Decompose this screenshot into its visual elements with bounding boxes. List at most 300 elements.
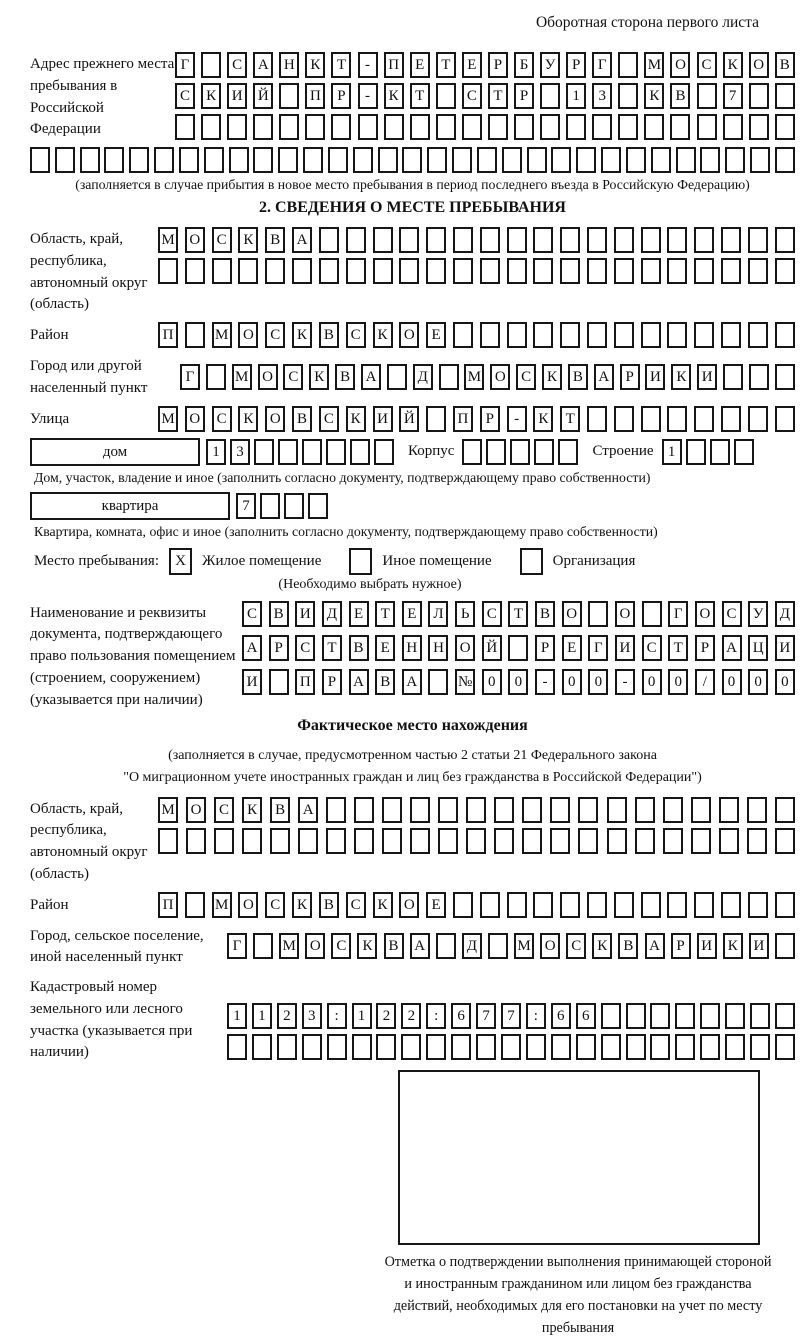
char-cell[interactable] — [55, 147, 75, 173]
char-cell[interactable] — [238, 258, 258, 284]
char-cell[interactable] — [507, 227, 527, 253]
char-cell[interactable] — [550, 797, 570, 823]
char-cell[interactable]: Т — [331, 52, 351, 78]
char-cell[interactable]: 0 — [508, 669, 528, 695]
char-cell[interactable] — [601, 1034, 621, 1060]
char-cell[interactable]: Р — [488, 52, 508, 78]
char-cell[interactable]: Р — [514, 83, 534, 109]
char-cell[interactable] — [426, 406, 446, 432]
char-cell[interactable] — [775, 258, 795, 284]
char-cell[interactable] — [749, 83, 769, 109]
char-cell[interactable]: К — [723, 933, 743, 959]
char-cell[interactable]: И — [373, 406, 393, 432]
char-cell[interactable] — [426, 227, 446, 253]
char-cell[interactable]: Р — [535, 635, 555, 661]
char-cell[interactable]: В — [349, 635, 369, 661]
char-cell[interactable] — [775, 797, 795, 823]
char-cell[interactable] — [676, 147, 696, 173]
char-cell[interactable]: А — [292, 227, 312, 253]
char-cell[interactable] — [550, 828, 570, 854]
char-cell[interactable]: : — [426, 1003, 446, 1029]
char-cell[interactable]: С — [346, 892, 366, 918]
char-cell[interactable] — [278, 147, 298, 173]
char-cell[interactable]: 1 — [206, 439, 226, 465]
char-cell[interactable] — [319, 258, 339, 284]
char-cell[interactable]: Т — [488, 83, 508, 109]
char-cell[interactable]: П — [158, 892, 178, 918]
char-cell[interactable] — [607, 828, 627, 854]
char-cell[interactable]: Т — [668, 635, 688, 661]
char-cell[interactable] — [452, 147, 472, 173]
char-cell[interactable]: К — [292, 892, 312, 918]
char-cell[interactable] — [601, 147, 621, 173]
char-cell[interactable]: Г — [175, 52, 195, 78]
char-cell[interactable] — [641, 322, 661, 348]
char-cell[interactable] — [663, 797, 683, 823]
char-cell[interactable]: Т — [560, 406, 580, 432]
char-cell[interactable]: С — [346, 322, 366, 348]
other-premises-checkbox[interactable] — [349, 548, 372, 575]
char-cell[interactable] — [186, 828, 206, 854]
char-cell[interactable] — [725, 1034, 745, 1060]
char-cell[interactable] — [694, 258, 714, 284]
char-cell[interactable] — [748, 322, 768, 348]
char-cell[interactable] — [179, 147, 199, 173]
char-cell[interactable]: К — [533, 406, 553, 432]
char-cell[interactable]: И — [645, 364, 665, 390]
char-cell[interactable]: С — [283, 364, 303, 390]
char-cell[interactable] — [587, 892, 607, 918]
char-cell[interactable] — [540, 83, 560, 109]
char-cell[interactable] — [201, 114, 221, 140]
organization-checkbox[interactable] — [520, 548, 543, 575]
char-cell[interactable]: 7 — [476, 1003, 496, 1029]
char-cell[interactable] — [252, 1034, 272, 1060]
char-cell[interactable] — [750, 147, 770, 173]
char-cell[interactable]: Д — [775, 601, 795, 627]
char-cell[interactable]: К — [238, 406, 258, 432]
char-cell[interactable] — [576, 1034, 596, 1060]
char-cell[interactable] — [453, 258, 473, 284]
char-cell[interactable]: И — [697, 364, 717, 390]
char-cell[interactable] — [327, 1034, 347, 1060]
char-cell[interactable] — [675, 1034, 695, 1060]
char-cell[interactable]: О — [238, 892, 258, 918]
char-cell[interactable] — [618, 83, 638, 109]
char-cell[interactable] — [229, 147, 249, 173]
char-cell[interactable] — [227, 1034, 247, 1060]
char-cell[interactable] — [775, 933, 795, 959]
char-cell[interactable] — [427, 147, 447, 173]
char-cell[interactable] — [292, 258, 312, 284]
char-cell[interactable] — [30, 147, 50, 173]
char-cell[interactable] — [488, 114, 508, 140]
char-cell[interactable]: В — [270, 797, 290, 823]
char-cell[interactable]: Г — [588, 635, 608, 661]
char-cell[interactable]: 3 — [302, 1003, 322, 1029]
char-cell[interactable] — [725, 147, 745, 173]
char-cell[interactable]: П — [295, 669, 315, 695]
char-cell[interactable] — [279, 114, 299, 140]
char-cell[interactable] — [438, 797, 458, 823]
char-cell[interactable] — [641, 227, 661, 253]
char-cell[interactable]: Н — [279, 52, 299, 78]
char-cell[interactable] — [588, 601, 608, 627]
char-cell[interactable] — [426, 1034, 446, 1060]
char-cell[interactable] — [635, 828, 655, 854]
char-cell[interactable]: О — [265, 406, 285, 432]
char-cell[interactable]: В — [335, 364, 355, 390]
char-cell[interactable] — [721, 892, 741, 918]
char-cell[interactable]: М — [158, 797, 178, 823]
char-cell[interactable] — [319, 227, 339, 253]
char-cell[interactable]: В — [292, 406, 312, 432]
char-cell[interactable]: В — [319, 892, 339, 918]
char-cell[interactable]: 7 — [501, 1003, 521, 1029]
char-cell[interactable]: М — [232, 364, 252, 390]
char-cell[interactable]: О — [615, 601, 635, 627]
char-cell[interactable]: С — [265, 322, 285, 348]
char-cell[interactable] — [667, 227, 687, 253]
char-cell[interactable] — [607, 797, 627, 823]
char-cell[interactable]: С — [265, 892, 285, 918]
char-cell[interactable] — [626, 147, 646, 173]
char-cell[interactable] — [700, 1034, 720, 1060]
char-cell[interactable] — [775, 1034, 795, 1060]
char-cell[interactable]: О — [185, 227, 205, 253]
char-cell[interactable] — [254, 439, 274, 465]
char-cell[interactable]: К — [542, 364, 562, 390]
char-cell[interactable] — [104, 147, 124, 173]
char-cell[interactable] — [522, 797, 542, 823]
char-cell[interactable]: Р — [331, 83, 351, 109]
char-cell[interactable] — [326, 439, 346, 465]
char-cell[interactable]: Г — [180, 364, 200, 390]
char-cell[interactable]: Н — [402, 635, 422, 661]
char-cell[interactable] — [382, 797, 402, 823]
char-cell[interactable] — [551, 147, 571, 173]
char-cell[interactable]: О — [238, 322, 258, 348]
char-cell[interactable] — [486, 439, 506, 465]
char-cell[interactable]: О — [455, 635, 475, 661]
char-cell[interactable]: М — [158, 406, 178, 432]
char-cell[interactable] — [667, 406, 687, 432]
char-cell[interactable] — [694, 406, 714, 432]
char-cell[interactable] — [466, 828, 486, 854]
char-cell[interactable] — [439, 364, 459, 390]
char-cell[interactable]: Р — [269, 635, 289, 661]
char-cell[interactable] — [576, 147, 596, 173]
char-cell[interactable]: К — [201, 83, 221, 109]
char-cell[interactable] — [494, 828, 514, 854]
char-cell[interactable] — [206, 364, 226, 390]
char-cell[interactable] — [578, 797, 598, 823]
char-cell[interactable]: О — [670, 52, 690, 78]
char-cell[interactable] — [480, 258, 500, 284]
char-cell[interactable] — [399, 227, 419, 253]
char-cell[interactable] — [494, 797, 514, 823]
char-cell[interactable]: - — [535, 669, 555, 695]
char-cell[interactable] — [507, 892, 527, 918]
char-cell[interactable]: А — [402, 669, 422, 695]
char-cell[interactable]: 1 — [252, 1003, 272, 1029]
char-cell[interactable] — [775, 892, 795, 918]
char-cell[interactable]: 1 — [227, 1003, 247, 1029]
char-cell[interactable]: П — [158, 322, 178, 348]
char-cell[interactable]: 3 — [592, 83, 612, 109]
char-cell[interactable] — [453, 892, 473, 918]
char-cell[interactable]: К — [309, 364, 329, 390]
char-cell[interactable]: С — [642, 635, 662, 661]
char-cell[interactable] — [578, 828, 598, 854]
char-cell[interactable]: 0 — [775, 669, 795, 695]
char-cell[interactable] — [328, 147, 348, 173]
char-cell[interactable]: И — [749, 933, 769, 959]
char-cell[interactable] — [201, 52, 221, 78]
char-cell[interactable]: 0 — [722, 669, 742, 695]
char-cell[interactable] — [242, 828, 262, 854]
char-cell[interactable] — [723, 114, 743, 140]
char-cell[interactable]: С — [516, 364, 536, 390]
char-cell[interactable] — [734, 439, 754, 465]
char-cell[interactable] — [667, 892, 687, 918]
char-cell[interactable] — [694, 892, 714, 918]
char-cell[interactable] — [331, 114, 351, 140]
char-cell[interactable]: А — [298, 797, 318, 823]
char-cell[interactable] — [382, 828, 402, 854]
char-cell[interactable]: О — [399, 322, 419, 348]
char-cell[interactable]: К — [346, 406, 366, 432]
char-cell[interactable] — [350, 439, 370, 465]
char-cell[interactable]: К — [671, 364, 691, 390]
char-cell[interactable] — [129, 147, 149, 173]
char-cell[interactable]: Й — [253, 83, 273, 109]
char-cell[interactable]: 2 — [401, 1003, 421, 1029]
char-cell[interactable] — [326, 828, 346, 854]
char-cell[interactable] — [527, 147, 547, 173]
char-cell[interactable]: 0 — [642, 669, 662, 695]
char-cell[interactable] — [721, 258, 741, 284]
char-cell[interactable] — [426, 258, 446, 284]
char-cell[interactable]: К — [238, 227, 258, 253]
char-cell[interactable] — [514, 114, 534, 140]
char-cell[interactable] — [277, 1034, 297, 1060]
char-cell[interactable]: 0 — [588, 669, 608, 695]
char-cell[interactable]: В — [568, 364, 588, 390]
char-cell[interactable] — [270, 828, 290, 854]
char-cell[interactable]: К — [242, 797, 262, 823]
char-cell[interactable]: С — [227, 52, 247, 78]
residential-checkbox[interactable]: X — [169, 548, 192, 575]
char-cell[interactable] — [476, 1034, 496, 1060]
char-cell[interactable] — [694, 322, 714, 348]
char-cell[interactable]: У — [748, 601, 768, 627]
char-cell[interactable] — [453, 227, 473, 253]
char-cell[interactable] — [641, 892, 661, 918]
char-cell[interactable] — [601, 1003, 621, 1029]
char-cell[interactable] — [185, 258, 205, 284]
char-cell[interactable]: А — [645, 933, 665, 959]
char-cell[interactable] — [721, 406, 741, 432]
char-cell[interactable] — [384, 114, 404, 140]
char-cell[interactable] — [694, 227, 714, 253]
char-cell[interactable] — [387, 364, 407, 390]
char-cell[interactable] — [436, 83, 456, 109]
char-cell[interactable] — [401, 1034, 421, 1060]
char-cell[interactable] — [279, 83, 299, 109]
char-cell[interactable]: С — [295, 635, 315, 661]
char-cell[interactable]: Е — [349, 601, 369, 627]
char-cell[interactable] — [723, 364, 743, 390]
char-cell[interactable]: 6 — [576, 1003, 596, 1029]
char-cell[interactable] — [308, 493, 328, 519]
char-cell[interactable]: В — [670, 83, 690, 109]
char-cell[interactable]: О — [186, 797, 206, 823]
char-cell[interactable]: Е — [410, 52, 430, 78]
char-cell[interactable]: 2 — [277, 1003, 297, 1029]
char-cell[interactable] — [775, 1003, 795, 1029]
char-cell[interactable] — [451, 1034, 471, 1060]
char-cell[interactable] — [284, 493, 304, 519]
char-cell[interactable]: Г — [227, 933, 247, 959]
char-cell[interactable] — [302, 439, 322, 465]
char-cell[interactable] — [642, 601, 662, 627]
char-cell[interactable] — [651, 147, 671, 173]
char-cell[interactable]: 1 — [352, 1003, 372, 1029]
char-cell[interactable] — [298, 828, 318, 854]
char-cell[interactable]: Ь — [455, 601, 475, 627]
char-cell[interactable]: А — [594, 364, 614, 390]
char-cell[interactable]: К — [644, 83, 664, 109]
char-cell[interactable] — [358, 114, 378, 140]
char-cell[interactable] — [644, 114, 664, 140]
char-cell[interactable]: Т — [375, 601, 395, 627]
char-cell[interactable]: Р — [566, 52, 586, 78]
char-cell[interactable] — [253, 933, 273, 959]
char-cell[interactable] — [269, 669, 289, 695]
char-cell[interactable] — [725, 1003, 745, 1029]
char-cell[interactable] — [185, 322, 205, 348]
char-cell[interactable] — [510, 439, 530, 465]
char-cell[interactable]: 0 — [482, 669, 502, 695]
char-cell[interactable]: - — [358, 52, 378, 78]
char-cell[interactable] — [560, 892, 580, 918]
char-cell[interactable] — [667, 258, 687, 284]
char-cell[interactable]: Г — [592, 52, 612, 78]
char-cell[interactable]: П — [453, 406, 473, 432]
char-cell[interactable] — [675, 1003, 695, 1029]
char-cell[interactable]: В — [375, 669, 395, 695]
char-cell[interactable] — [373, 227, 393, 253]
char-cell[interactable]: Т — [508, 601, 528, 627]
char-cell[interactable]: О — [562, 601, 582, 627]
char-cell[interactable] — [462, 114, 482, 140]
char-cell[interactable] — [700, 1003, 720, 1029]
char-cell[interactable] — [534, 439, 554, 465]
char-cell[interactable]: С — [212, 227, 232, 253]
char-cell[interactable] — [533, 258, 553, 284]
char-cell[interactable]: / — [695, 669, 715, 695]
char-cell[interactable]: К — [357, 933, 377, 959]
char-cell[interactable]: К — [723, 52, 743, 78]
char-cell[interactable]: М — [212, 322, 232, 348]
char-cell[interactable]: Р — [695, 635, 715, 661]
char-cell[interactable] — [750, 1034, 770, 1060]
char-cell[interactable]: Н — [428, 635, 448, 661]
char-cell[interactable]: - — [615, 669, 635, 695]
char-cell[interactable] — [719, 797, 739, 823]
char-cell[interactable] — [748, 892, 768, 918]
char-cell[interactable] — [719, 828, 739, 854]
char-cell[interactable] — [402, 147, 422, 173]
char-cell[interactable]: Л — [428, 601, 448, 627]
char-cell[interactable]: А — [361, 364, 381, 390]
char-cell[interactable] — [721, 227, 741, 253]
char-cell[interactable]: В — [265, 227, 285, 253]
char-cell[interactable] — [626, 1034, 646, 1060]
char-cell[interactable]: Й — [399, 406, 419, 432]
char-cell[interactable] — [560, 322, 580, 348]
char-cell[interactable] — [663, 828, 683, 854]
char-cell[interactable] — [508, 635, 528, 661]
char-cell[interactable]: 0 — [748, 669, 768, 695]
char-cell[interactable]: М — [158, 227, 178, 253]
char-cell[interactable] — [477, 147, 497, 173]
char-cell[interactable]: К — [305, 52, 325, 78]
char-cell[interactable]: О — [540, 933, 560, 959]
char-cell[interactable]: 7 — [723, 83, 743, 109]
char-cell[interactable] — [614, 406, 634, 432]
char-cell[interactable] — [641, 258, 661, 284]
char-cell[interactable]: П — [305, 83, 325, 109]
char-cell[interactable] — [428, 669, 448, 695]
char-cell[interactable] — [501, 1034, 521, 1060]
char-cell[interactable] — [641, 406, 661, 432]
char-cell[interactable]: И — [295, 601, 315, 627]
char-cell[interactable] — [410, 828, 430, 854]
char-cell[interactable] — [326, 797, 346, 823]
char-cell[interactable]: К — [384, 83, 404, 109]
char-cell[interactable]: К — [292, 322, 312, 348]
char-cell[interactable] — [378, 147, 398, 173]
char-cell[interactable] — [691, 797, 711, 823]
char-cell[interactable]: В — [618, 933, 638, 959]
char-cell[interactable] — [558, 439, 578, 465]
char-cell[interactable]: Е — [426, 892, 446, 918]
char-cell[interactable] — [480, 322, 500, 348]
char-cell[interactable] — [697, 83, 717, 109]
char-cell[interactable] — [302, 1034, 322, 1060]
char-cell[interactable] — [618, 114, 638, 140]
char-cell[interactable]: И — [227, 83, 247, 109]
char-cell[interactable] — [587, 258, 607, 284]
char-cell[interactable]: Р — [671, 933, 691, 959]
char-cell[interactable]: 3 — [230, 439, 250, 465]
char-cell[interactable] — [587, 322, 607, 348]
char-cell[interactable]: С — [482, 601, 502, 627]
char-cell[interactable]: Е — [402, 601, 422, 627]
char-cell[interactable] — [522, 828, 542, 854]
char-cell[interactable] — [354, 797, 374, 823]
char-cell[interactable]: И — [242, 669, 262, 695]
char-cell[interactable]: Е — [562, 635, 582, 661]
char-cell[interactable]: О — [399, 892, 419, 918]
char-cell[interactable] — [260, 493, 280, 519]
char-cell[interactable]: М — [464, 364, 484, 390]
char-cell[interactable]: А — [410, 933, 430, 959]
char-cell[interactable] — [374, 439, 394, 465]
char-cell[interactable] — [253, 114, 273, 140]
